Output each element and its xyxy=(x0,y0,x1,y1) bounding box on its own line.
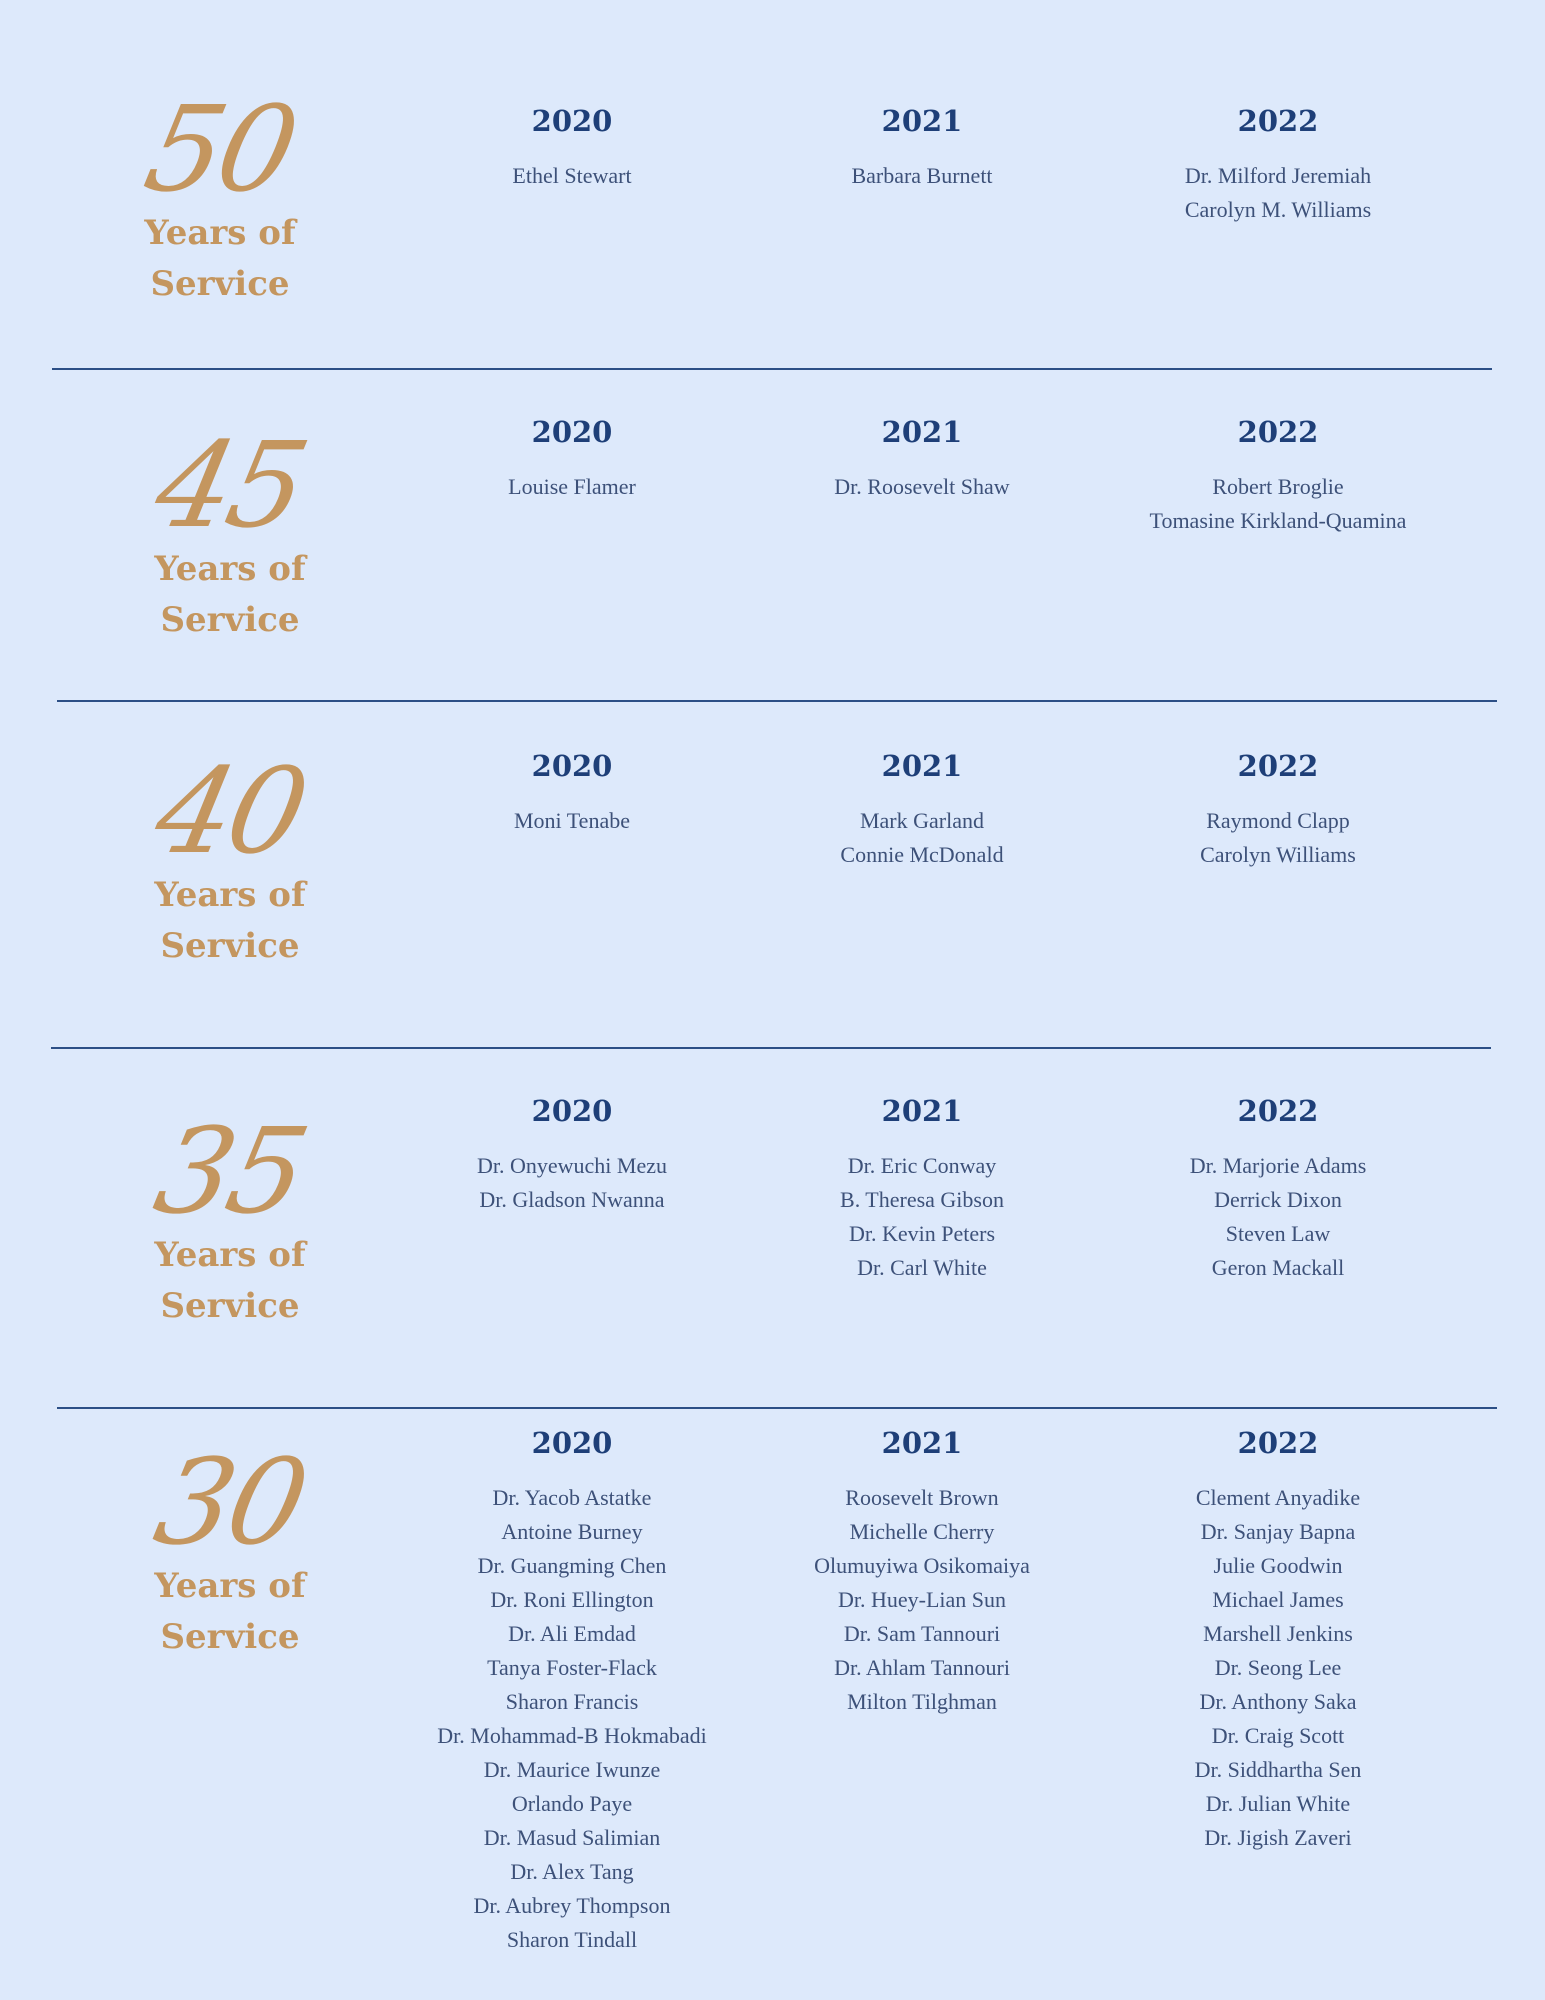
section-divider xyxy=(57,700,1497,702)
year-column xyxy=(1108,1094,1448,1285)
year-heading: 2022 xyxy=(1237,415,1319,449)
person-name: Dr. Onyewuchi Mezu xyxy=(476,1153,667,1178)
year-heading: 2021 xyxy=(881,415,963,449)
milestone-heading xyxy=(100,742,360,972)
milestone-label: Years of Service xyxy=(154,1235,306,1326)
milestone-heading xyxy=(100,416,360,646)
milestone-label: Years of Service xyxy=(144,213,296,304)
person-name: Orlando Paye xyxy=(511,1791,633,1816)
person-name: Dr. Maurice Iwunze xyxy=(483,1757,661,1782)
person-name: Louise Flamer xyxy=(508,474,636,499)
section-divider xyxy=(52,368,1492,370)
person-name: Dr. Gladson Nwanna xyxy=(479,1187,665,1212)
person-name: Dr. Kevin Peters xyxy=(848,1221,996,1246)
person-name: Dr. Roosevelt Shaw xyxy=(834,474,1010,499)
person-name: Raymond Clapp xyxy=(1206,808,1350,833)
year-heading: 2021 xyxy=(881,1094,963,1128)
section-divider xyxy=(51,1047,1491,1049)
name-list xyxy=(1108,1481,1448,1855)
year-column xyxy=(402,749,742,838)
name-list xyxy=(752,1149,1092,1285)
person-name: Dr. Aubrey Thompson xyxy=(473,1893,671,1918)
person-name: Milton Tilghman xyxy=(847,1689,997,1714)
person-name: Dr. Carl White xyxy=(857,1255,987,1280)
name-list xyxy=(402,1149,742,1217)
person-name: Sharon Tindall xyxy=(506,1927,638,1952)
person-name: Carolyn M. Williams xyxy=(1184,197,1372,222)
year-column xyxy=(752,749,1092,872)
person-name: Ethel Stewart xyxy=(512,163,632,188)
name-list xyxy=(1108,804,1448,872)
name-list xyxy=(402,470,742,504)
milestone-number: 50 xyxy=(134,80,306,218)
year-column xyxy=(752,1426,1092,1719)
year-column xyxy=(1108,1426,1448,1855)
year-column xyxy=(752,415,1092,504)
person-name: Dr. Alex Tang xyxy=(510,1859,634,1884)
year-heading: 2020 xyxy=(531,415,613,449)
name-list xyxy=(402,804,742,838)
person-name: Dr. Siddhartha Sen xyxy=(1194,1757,1362,1782)
person-name: Dr. Sanjay Bapna xyxy=(1200,1519,1356,1544)
year-column xyxy=(1108,749,1448,872)
person-name: Dr. Roni Ellington xyxy=(490,1587,654,1612)
person-name: Barbara Burnett xyxy=(851,163,993,188)
milestone-number: 30 xyxy=(144,1433,316,1571)
year-heading: 2020 xyxy=(531,749,613,783)
person-name: Marshell Jenkins xyxy=(1203,1621,1353,1646)
year-heading: 2022 xyxy=(1237,1426,1319,1460)
person-name: Dr. Mohammad-B Hokmabadi xyxy=(437,1723,707,1748)
person-name: Connie McDonald xyxy=(840,842,1004,867)
milestone-number: 40 xyxy=(144,742,316,880)
milestone-heading xyxy=(90,80,350,310)
milestone-label: Years of Service xyxy=(154,875,306,966)
person-name: Dr. Yacob Astatke xyxy=(492,1485,652,1510)
milestone-label: Years of Service xyxy=(154,549,306,640)
year-column xyxy=(402,1426,742,1957)
person-name: Tanya Foster-Flack xyxy=(487,1655,657,1680)
milestone-heading xyxy=(100,1433,360,1663)
person-name: Clement Anyadike xyxy=(1195,1485,1361,1510)
year-column xyxy=(1108,104,1448,227)
milestone-number: 35 xyxy=(144,1102,316,1240)
person-name: Dr. Guangming Chen xyxy=(477,1553,667,1578)
name-list xyxy=(752,1481,1092,1719)
year-column xyxy=(402,104,742,193)
person-name: Sharon Francis xyxy=(505,1689,639,1714)
name-list xyxy=(402,1481,742,1957)
year-heading: 2022 xyxy=(1237,749,1319,783)
person-name: Michelle Cherry xyxy=(849,1519,995,1544)
person-name: Steven Law xyxy=(1225,1221,1331,1246)
year-heading: 2021 xyxy=(881,749,963,783)
name-list xyxy=(1108,1149,1448,1285)
person-name: Tomasine Kirkland-Quamina xyxy=(1149,508,1407,533)
person-name: Dr. Ahlam Tannouri xyxy=(834,1655,1010,1680)
year-column xyxy=(752,1094,1092,1285)
year-heading: 2022 xyxy=(1237,1094,1319,1128)
person-name: Dr. Seong Lee xyxy=(1214,1655,1342,1680)
year-column xyxy=(1108,415,1448,538)
person-name: Dr. Julian White xyxy=(1205,1791,1351,1816)
name-list xyxy=(752,470,1092,504)
year-heading: 2020 xyxy=(531,1426,613,1460)
person-name: Geron Mackall xyxy=(1211,1255,1345,1280)
year-heading: 2022 xyxy=(1237,104,1319,138)
person-name: Michael James xyxy=(1212,1587,1344,1612)
person-name: Dr. Anthony Saka xyxy=(1199,1689,1357,1714)
milestone-label: Years of Service xyxy=(154,1566,306,1657)
person-name: Robert Broglie xyxy=(1212,474,1344,499)
year-heading: 2021 xyxy=(881,104,963,138)
person-name: Dr. Craig Scott xyxy=(1211,1723,1345,1748)
person-name: Dr. Ali Emdad xyxy=(508,1621,636,1646)
person-name: Derrick Dixon xyxy=(1214,1187,1342,1212)
person-name: B. Theresa Gibson xyxy=(840,1187,1004,1212)
name-list xyxy=(1108,159,1448,227)
year-column xyxy=(402,1094,742,1217)
milestone-heading xyxy=(100,1102,360,1332)
year-heading: 2020 xyxy=(531,1094,613,1128)
person-name: Dr. Masud Salimian xyxy=(483,1825,661,1850)
person-name: Antoine Burney xyxy=(501,1519,643,1544)
name-list xyxy=(752,159,1092,193)
person-name: Olumuyiwa Osikomaiya xyxy=(814,1553,1030,1578)
name-list xyxy=(402,159,742,193)
person-name: Dr. Sam Tannouri xyxy=(843,1621,1001,1646)
milestone-number: 45 xyxy=(144,416,316,554)
person-name: Roosevelt Brown xyxy=(845,1485,999,1510)
person-name: Dr. Milford Jeremiah xyxy=(1184,163,1372,188)
person-name: Carolyn Williams xyxy=(1200,842,1356,867)
year-heading: 2021 xyxy=(881,1426,963,1460)
person-name: Dr. Huey-Lian Sun xyxy=(837,1587,1007,1612)
name-list xyxy=(1108,470,1448,538)
year-column xyxy=(752,104,1092,193)
section-divider xyxy=(57,1407,1497,1409)
person-name: Dr. Eric Conway xyxy=(847,1153,997,1178)
person-name: Dr. Jigish Zaveri xyxy=(1204,1825,1352,1850)
year-heading: 2020 xyxy=(531,104,613,138)
name-list xyxy=(752,804,1092,872)
person-name: Moni Tenabe xyxy=(514,808,630,833)
person-name: Mark Garland xyxy=(859,808,984,833)
person-name: Julie Goodwin xyxy=(1213,1553,1343,1578)
year-column xyxy=(402,415,742,504)
person-name: Dr. Marjorie Adams xyxy=(1189,1153,1367,1178)
